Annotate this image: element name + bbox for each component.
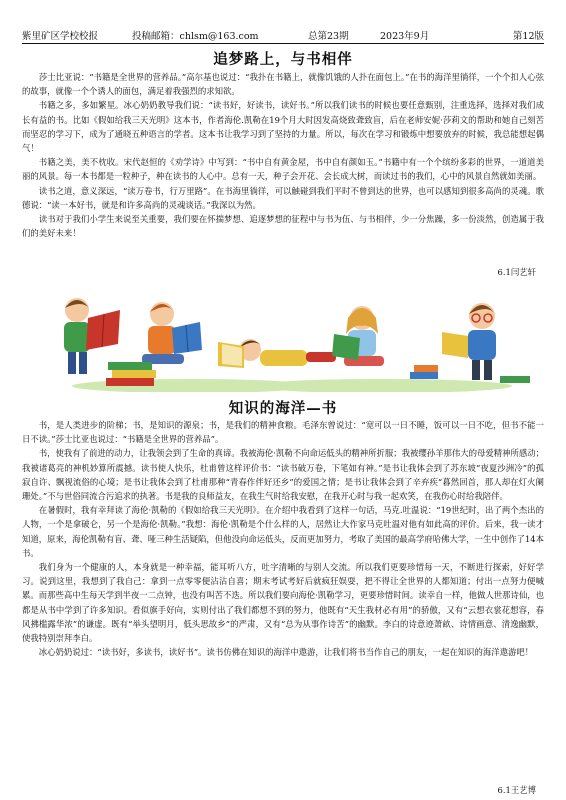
article2-paragraph: 我们身为一个健康的人，本身就是一种幸福，能耳听八方，吐字清晰的与别人交流。所以我们更要珍惜每一天，不断进行探索，好好学习。说到这里，我想到了我自己：拿到一点零零便沾沾自喜；期末考试考好后就疯狂娱耍，把不得让全世界的人都知道；付出一点努力便喊累。而那些高中生每天学到半夜一二点钟，也没有叫苦不迭。所以我们要向海伦·凯勒学习，更要珍惜时间。读幸自一样，他做人世那诗仙，也都是从书中学到了许多知识。看似旗手好向，实则付出了我们都想不到的努力，他既有“天生我材必有用”的骄傲，又有“云想衣裳花想容，春风拂槛露华浓”的谦虚。既有“举头望明月，低头思故乡”的严肃，又有“总为从事作诗苦”的幽默。李白的诗意迹萧畝、诗情画意、清逸幽默，使我特别崇拜李白。 (22, 562, 544, 644)
article1-paragraph: 读书之道，意义深远，“读万卷书，行万里路”。在书海里徜徉，可以触碰到我们平时不曾到达的世界，也可以感知到很多高尚的灵魂。歌德说：“读一本好书，就是和许多高尚的灵魂谈话。”我深以为然。 (22, 185, 544, 210)
children-reading-books-icon (22, 288, 544, 392)
article2-paragraph: 在暑假时，我有幸拜读了海伦·凯勒的《假如给我三天光明》。在介绍中我看到了这样一句话，马克.吐温说：“19世纪时，出了两个杰出的人物，一个是拿破仑，另一个是海伦·凯勒。”我想：海伦·凯勒是个什么样的人，居然让大作家马克吐温对他有如此高的评价。后来，我一读才知道，原来，海伦凯勒有盲、聋、哑三种生活疑陷，但他没向命运低头，反而更加努力，考取了美国的最高学府哈佛大学，一生中创作了14本书。 (22, 505, 544, 558)
article2-paragraph: 冰心奶奶说过：“读书好，多读书，读好书”。读书仿佛在知识的海洋中遨游，让我们将书当作自己的朋友，一起在知识的海洋遨游吧！ (38, 647, 534, 658)
article2-title: 知识的海洋—书 (228, 401, 338, 417)
article1-paragraph: 书籍之美，美不枕收。宋代赵恒的《劝学诗》中写到：“书中自有黄金屋，书中自有颜如玉。”书籍中有一个个缤纷多彩的世界，一道道美丽的风景。每一本书都是一粒种子，种在读书的人心中。总有一天，种子会开花、会长成大树，而读过书的我们，心中的风景自然就如美丽。 (22, 157, 544, 182)
article2-body (22, 418, 544, 659)
article1-author: 6.1闫艺轩 (497, 267, 536, 277)
article2-author: 6.1王艺博 (497, 785, 536, 795)
page-number: 第12版 (512, 31, 544, 42)
child-lying-reading (218, 339, 336, 368)
page-header (22, 26, 544, 42)
child-girl-reading (332, 306, 384, 366)
article1-paragraph: 读书对于我们小学生来说至关重要，我们要在怀揣梦想、追逐梦想的征程中与书为伍、与书相伴，少一分焦躁，多一份淡然，创造属于我们的美好未来！ (22, 214, 544, 239)
issue-date: 2023年9月 (380, 31, 430, 42)
child-with-glasses (442, 303, 496, 380)
submission-email: 投稿邮箱：chlsm@163.com (132, 31, 259, 42)
child-reading-blue-book (142, 302, 202, 364)
article2-paragraph: 书，是人类进步的阶梯；书，是知识的源泉；书，是我们的精神食粮。毛泽东曾说过：“宽可以一日不睡，饭可以一日不吃，但书不能一日不读。”莎士比亚也说过：“书籍是全世界的营养品”。 (22, 420, 544, 445)
header-divider (22, 43, 544, 44)
article1-paragraph: 书籍之多，多如繁星。冰心奶奶教导我们说：“读书好，好读书，读好书。”所以我们读书的时候也要任意甄别，注重选择，选择对我们成长有益的书。比如《假如给我三天光明》这本书，作者海伦.凯勒在19个月大时因发高烧致聋致盲，后在老师安妮·莎莉文的帮助和她自己刻苦而坚忍的学习下，成为了通晓五种语言的学者。这本书让我学习到了坚持的力量。所以，每次在学习和锻炼中想要放弃的时候，我总能想起偶气！ (22, 100, 544, 154)
book-stack (106, 362, 156, 386)
article1-paragraph: 莎士比亚说：“书籍是全世界的营养品。”高尔基也说过：“我扑在书籍上，就像饥饿的人扑在面包上。”在书的海洋里徜徉，一个个扣人心弦的故事，就像一个个诱人的面包，满足着我强烈的求知欲。 (22, 72, 544, 97)
article1-title: 追梦路上，与书相伴 (213, 52, 353, 68)
article2-paragraph: 书，使我有了前进的动力，让我领会到了生命的真谛。我被海伦·凯勒不向命运低头的精神所折服；我被缨孙羊那伟大的母爱精神所感动；我被诸葛亮的神机妙算所震撼。读书使人快乐，杜甫曾这样评价书：“读书破万卷，下笔如有神。”是书让我体会到了苏东坡“夜夏沙洲冷”的孤寂自许、飘视流俗的心境；是书让我体会到了杜甫那种“青春作伴好还乡”的爱国之情；是书让我体会到了辛弃疾“暮然回首，那人却在灯火阑珊处。”不与世俗同流合污追求的执著。书是我的良师益友，在我生气时给我安慰，在我开心时与我一起欢笑，在我伤心时给我陪伴。 (22, 448, 544, 502)
school-name: 紫里矿区学校校报 (22, 31, 99, 42)
issue-number: 总第23期 (308, 31, 349, 42)
article1-body (22, 70, 544, 240)
